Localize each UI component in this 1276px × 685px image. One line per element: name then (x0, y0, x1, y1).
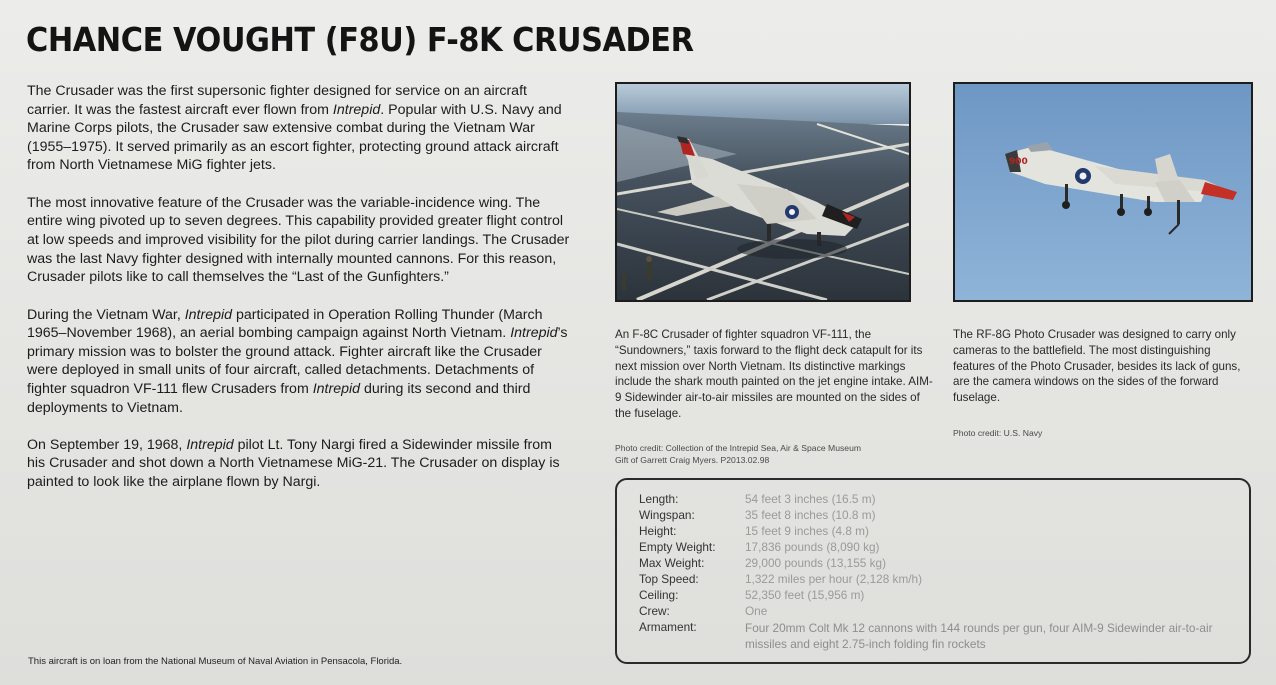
spec-label: Max Weight: (639, 556, 705, 570)
photo2-credit: Photo credit: U.S. Navy (953, 428, 1043, 438)
spec-label: Length: (639, 492, 679, 506)
photo1-caption: An F-8C Crusader of fighter squadron VF-111, the “Sundowners,” taxis forward to the flight deck catapult for its next mission over North Vietnam. Its distinctive markings include the shark mouth painted on the jet engine intake. AIM-9 Sidewinder air-to-air missiles are mounted on the sides of the fuselage. (615, 328, 933, 420)
spec-label: Crew: (639, 604, 670, 618)
spec-label: Height: (639, 524, 677, 538)
ship-name-italic: Intrepid (186, 436, 234, 453)
photo-rf8g-in-flight (953, 82, 1253, 302)
loan-note: This aircraft is on loan from the National Museum of Naval Aviation in Pensacola, Florida. (28, 656, 403, 667)
spec-value: 52,350 feet (15,956 m) (745, 588, 865, 602)
photo2-caption: The RF-8G Photo Crusader was designed to carry only cameras to the battlefield. The most distinguishing features of the Photo Crusader, besides its lack of guns, are the camera windows on the sides of the forward fuselage. (953, 328, 1241, 405)
spec-label: Ceiling: (639, 588, 679, 602)
spec-label: Top Speed: (639, 572, 699, 586)
specifications-box (615, 478, 1251, 664)
photo1-credit-line2: Gift of Garrett Craig Myers. P2013.02.98 (615, 455, 770, 465)
description-column (27, 82, 572, 510)
spec-value: 54 feet 3 inches (16.5 m) (745, 492, 876, 506)
photo-f8c-image (617, 84, 909, 300)
spec-value: 35 feet 8 inches (10.8 m) (745, 508, 876, 522)
paragraph-intro: The Crusader was the first supersonic fighter designed for service on an aircraft carrier. It was the fastest aircraft ever flown from Intrepid. Popular with U.S. Navy and Marine Corps pilots, the Crusader saw extensive combat during the Vietnam War (1955–1975). It served primarily as an escort fighter, protecting ground attack aircraft from North Vietnamese MiG fighter jets. (27, 83, 562, 174)
spec-value: 1,322 miles per hour (2,128 km/h) (745, 572, 923, 586)
spec-value: One (745, 604, 768, 618)
spec-value: 15 feet 9 inches (4.8 m) (745, 524, 869, 538)
photo1-credit-line1: Photo credit: Collection of the Intrepid Sea, Air & Space Museum (615, 443, 862, 453)
photo-rf8g-image (955, 84, 1251, 300)
placard-title: CHANCE VOUGHT (F8U) F-8K CRUSADER (26, 20, 694, 59)
photo1-credit (615, 442, 935, 466)
photo-f8c-carrier-deck (615, 82, 911, 302)
ship-name-italic: Intrepid (510, 325, 558, 342)
spec-value: Four 20mm Colt Mk 12 cannons with 144 rounds per gun, four AIM-9 Sidewinder air-to-air missiles and eight 2.75-inch folding fin rockets (745, 621, 1213, 651)
spec-label: Armament: (639, 620, 697, 634)
spec-label: Wingspan: (639, 508, 695, 522)
spec-label: Empty Weight: (639, 540, 716, 554)
spec-value: 17,836 pounds (8,090 kg) (745, 540, 880, 554)
ship-name-italic: Intrepid (312, 380, 361, 397)
ship-name-italic: Intrepid (184, 306, 233, 323)
paragraph-vietnam: During the Vietnam War, Intrepid participated in Operation Rolling Thunder (March 1965–November 1968), an aerial bombing campaign against North Vietnam. Intrepid’s primary mission was to bolster the ground attack. Fighter aircraft like the Crusader were deployed in small units of four aircraft, called detachments. Detachments of fighter squadron VF-111 flew Crusaders from Intrepid during its second and third deployments to Vietnam. (27, 306, 568, 416)
ship-name-italic: Intrepid (332, 101, 381, 118)
spec-value: 29,000 pounds (13,155 kg) (745, 556, 887, 570)
paragraph-wing: The most innovative feature of the Crusader was the variable-incidence wing. The entire wing pivoted up to seven degrees. This capability provided greater flight control at low speeds and improved visibility for the pilot during carrier landings. The Crusader was the last Navy fighter designed with internally mounted cannons. For this reason, Crusader pilots like to call themselves the “Last of the Gunfighters.” (27, 194, 570, 286)
tail-number-text: 900 (1009, 157, 1028, 167)
paragraph-nargi: On September 19, 1968, Intrepid pilot Lt. Tony Nargi fired a Sidewinder missile from his Crusader and shot down a North Vietnamese MiG-21. The Crusader on display is painted to look like the airplane flown by Nargi. (27, 436, 560, 491)
